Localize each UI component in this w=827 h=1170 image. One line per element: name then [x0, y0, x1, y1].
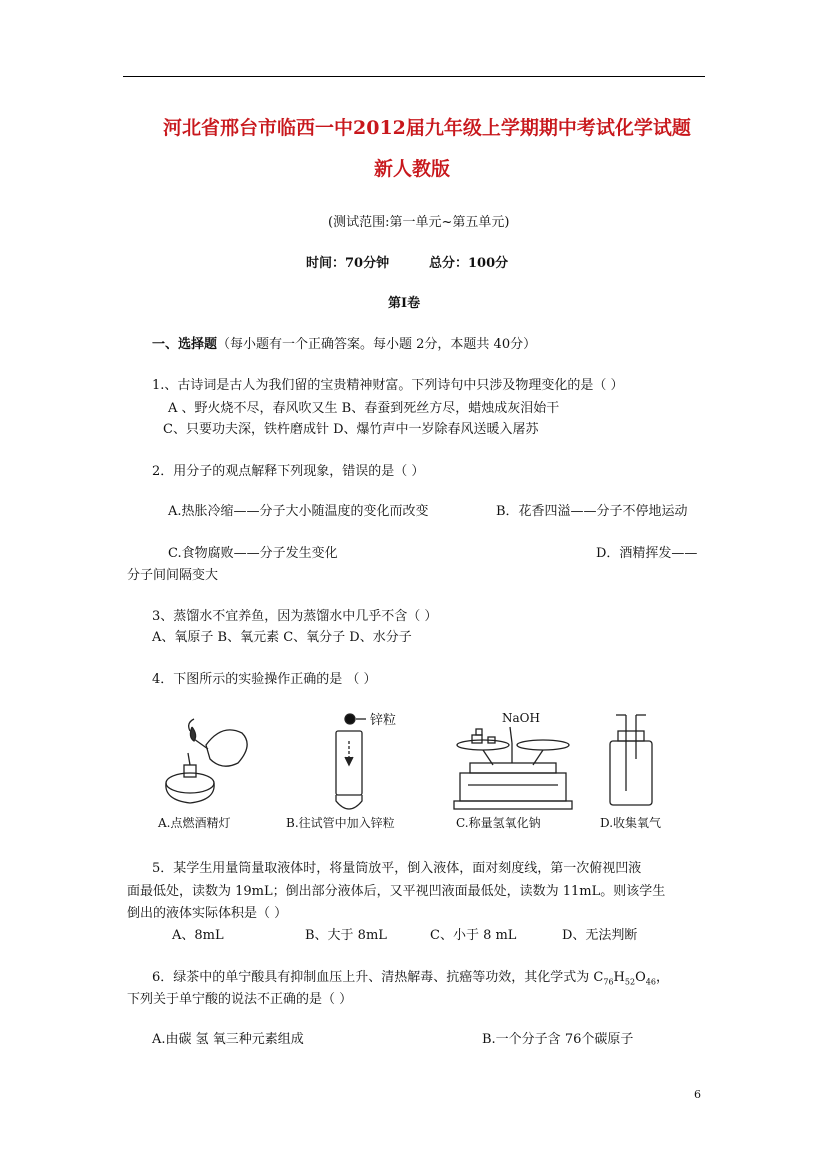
- header-rule: [123, 76, 705, 77]
- formula-sub-c: 76: [603, 977, 614, 987]
- q5-line1: 5．某学生用量筒量取液体时，将量筒放平，倒入液体，面对刻度线，第一次俯视凹液: [152, 861, 642, 876]
- caption-a: A.点燃酒精灯: [158, 816, 231, 830]
- formula-sub-h: 52: [624, 977, 636, 987]
- volume-label: 第Ⅰ卷: [388, 296, 421, 311]
- caption-b: B.往试管中加入锌粒: [286, 816, 395, 830]
- q3-options: A、氧原子 B、氧元素 C、氧分子 D、水分子: [152, 630, 412, 645]
- test-range: (测试范围:第一单元~第五单元): [328, 215, 510, 230]
- time-limit: 时间：70分钟: [306, 256, 390, 271]
- formula-h: H: [613, 970, 625, 985]
- q6-line1-text: 6．绿茶中的单宁酸具有抑制血压上升、清热解毒、抗癌等功效，其化学式为 C: [152, 970, 604, 985]
- q2-option-b: B．花香四溢——分子不停地运动: [496, 504, 688, 519]
- q2-stem: 2．用分子的观点解释下列现象，错误的是（ ）: [152, 464, 425, 479]
- q6-line1-end: ，: [655, 970, 669, 985]
- test-tube-icon: [336, 714, 366, 809]
- q5-line2: 面最低处，读数为 19mL；倒出部分液体后，又平视凹液面最低处，读数为 11mL。则该学生: [127, 884, 666, 899]
- q2-option-c: C.食物腐败——分子发生变化: [168, 546, 338, 561]
- formula-o: O: [635, 970, 646, 985]
- alcohol-lamp-icon: [166, 719, 247, 803]
- q6-option-a: A.由碳 氢 氧三种元素组成: [152, 1032, 304, 1047]
- q5-option-b: B、大于 8mL: [305, 928, 387, 943]
- q5-option-d: D、无法判断: [562, 928, 638, 943]
- formula-sub-o: 46: [645, 977, 656, 987]
- q2-option-d-continued: 分子间间隔变大: [127, 568, 219, 583]
- q1-options-cd: C、只要功夫深，铁杵磨成针 D、爆竹声中一岁除春风送暖入屠苏: [163, 422, 539, 437]
- document-title: 河北省邢台市临西一中2012届九年级上学期期中考试化学试题: [163, 117, 691, 139]
- q4-lab-figure: [150, 705, 710, 835]
- caption-c: C.称量氢氧化钠: [456, 816, 541, 830]
- q6-line2: 下列关于单宁酸的说法不正确的是（ ）: [127, 992, 353, 1007]
- section-heading: [152, 333, 536, 352]
- q5-line3: 倒出的液体实际体积是（ ）: [127, 906, 288, 921]
- total-score: 总分：100分: [429, 256, 509, 271]
- section-note: （每小题有一个正确答案。每小题 2分，本题共 40分）: [217, 337, 537, 352]
- document-subtitle: 新人教版: [374, 158, 451, 180]
- q6-option-b: B.一个分子含 76个碳原子: [482, 1032, 634, 1047]
- caption-d: D.收集氧气: [600, 816, 662, 830]
- zinc-label: 锌粒: [370, 713, 397, 728]
- q1-stem: 1.、古诗词是古人为我们留的宝贵精神财富。下列诗句中只涉及物理变化的是（ ）: [152, 378, 624, 393]
- q2-option-a: A.热胀冷缩——分子大小随温度的变化而改变: [168, 504, 429, 519]
- q3-stem: 3、蒸馏水不宜养鱼，因为蒸馏水中几乎不含（ ）: [152, 609, 438, 624]
- q2-option-d: D．酒精挥发——: [596, 546, 698, 561]
- q4-stem: 4．下图所示的实验操作正确的是 （ ）: [152, 672, 377, 687]
- page-number: 6: [694, 1088, 701, 1101]
- q1-options-ab: A 、野火烧不尽，春风吹又生 B、春蚕到死丝方尽，蜡烛成灰泪始干: [168, 401, 560, 416]
- gas-bottle-icon: [610, 715, 652, 805]
- balance-icon: [454, 727, 572, 809]
- q5-option-c: C、小于 8 mL: [430, 928, 517, 943]
- naoh-label: NaOH: [502, 711, 540, 725]
- q5-option-a: A、8mL: [172, 928, 224, 943]
- q6-line1: [152, 966, 669, 987]
- section-title: 一、选择题: [152, 337, 218, 352]
